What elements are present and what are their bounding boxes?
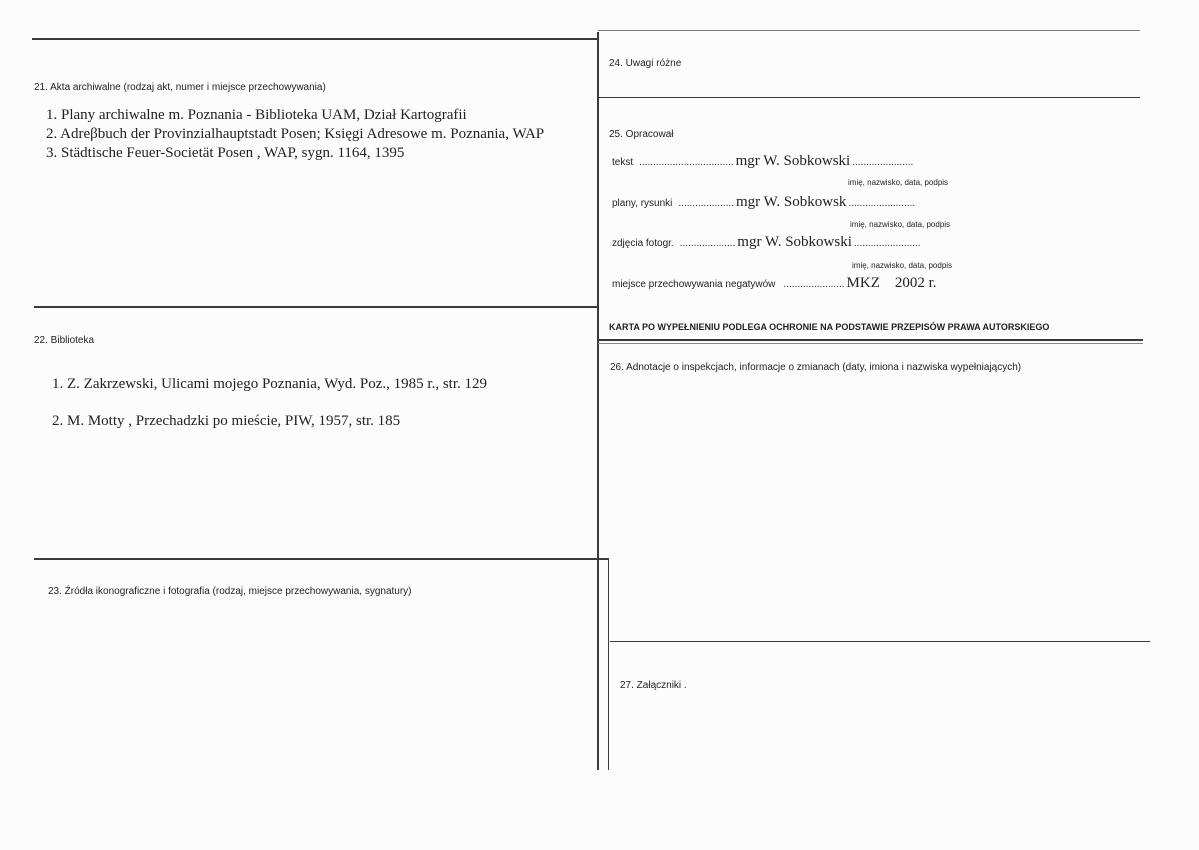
author-row-plans (612, 193, 915, 211)
author-row-label: plany, rysunki (612, 198, 673, 209)
section21-title: 21. Akta archiwalne (rodzaj akt, numer i miejsce przechowywania) (34, 82, 326, 93)
author-row-photos (612, 233, 921, 251)
rule-after-25 (598, 339, 1143, 341)
author-row-dots-before: .................................. (639, 157, 734, 168)
author-row-value: mgr W. Sobkowsk (735, 194, 847, 210)
section26-title: 26. Adnotacje o inspekcjach, informacje o zmianach (daty, imiona i nazwiska wypełniających) (610, 362, 1022, 373)
author-row-label: tekst (612, 157, 634, 168)
negatives-dots: ...................... (783, 279, 845, 290)
section22-title: 22. Biblioteka (34, 335, 95, 346)
negatives-row (612, 274, 937, 292)
author-row-text (612, 152, 913, 170)
top-rule-left (32, 38, 598, 40)
author-row-dots-after: ........................ (853, 238, 921, 249)
section24-title: 24. Uwagi różne (609, 58, 682, 69)
author-row-value: mgr W. Sobkowski (737, 234, 852, 250)
top-rule-right (598, 30, 1140, 31)
author-row-value: mgr W. Sobkowski (735, 153, 851, 169)
author-row-dots-before: .................... (678, 198, 734, 209)
copyright-notice: KARTA PO WYPEŁNIENIU PODLEGA OCHRONIE NA PODSTAWIE PRZEPISÓW PRAWA AUTORSKIEGO (609, 322, 1050, 332)
right-column-divider (608, 558, 609, 770)
rule-after-26 (610, 641, 1150, 642)
author-row-label: zdjęcia fotogr. (612, 238, 674, 249)
rule-after-24 (598, 97, 1140, 98)
rule-after-22 (34, 558, 608, 560)
rule-after-21 (34, 306, 598, 308)
rule-after-25-thin (598, 343, 1143, 344)
author-row-caption: imię, nazwisko, data, podpis (852, 261, 953, 270)
section25-title: 25. Opracował (609, 129, 674, 140)
section21-item-3: 3. Städtische Feuer-Societät Posen , WAP, sygn. 1164, 1395 (46, 145, 405, 161)
author-row-caption: imię, nazwisko, data, podpis (850, 220, 951, 229)
center-divider (597, 32, 599, 770)
section21-item-1: 1. Plany archiwalne m. Poznania - Biblioteka UAM, Dział Kartografii (46, 107, 467, 123)
section21-item-2: 2. Adreβbuch der Provinzialhauptstadt Posen; Księgi Adresowe m. Poznania, WAP (46, 126, 545, 142)
section23-title: 23. Źródła ikonograficzne i fotografia (rodzaj, miejsce przechowywania, sygnatury) (48, 586, 412, 597)
section22-item-2: 2. M. Motty , Przechadzki po mieście, PIW, 1957, str. 185 (52, 413, 401, 429)
author-row-caption: imię, nazwisko, data, podpis (848, 178, 949, 187)
negatives-value: MKZ 2002 r. (846, 275, 937, 291)
author-row-dots-after: ........................ (848, 198, 916, 209)
negatives-label: miejsce przechowywania negatywów (612, 279, 776, 290)
section22-item-1: 1. Z. Zakrzewski, Ulicami mojego Poznania, Wyd. Poz., 1985 r., str. 129 (52, 376, 487, 392)
author-row-dots-before: .................... (679, 238, 736, 249)
section27-title: 27. Załączniki . (620, 680, 687, 691)
author-row-dots-after: ...................... (852, 157, 914, 168)
